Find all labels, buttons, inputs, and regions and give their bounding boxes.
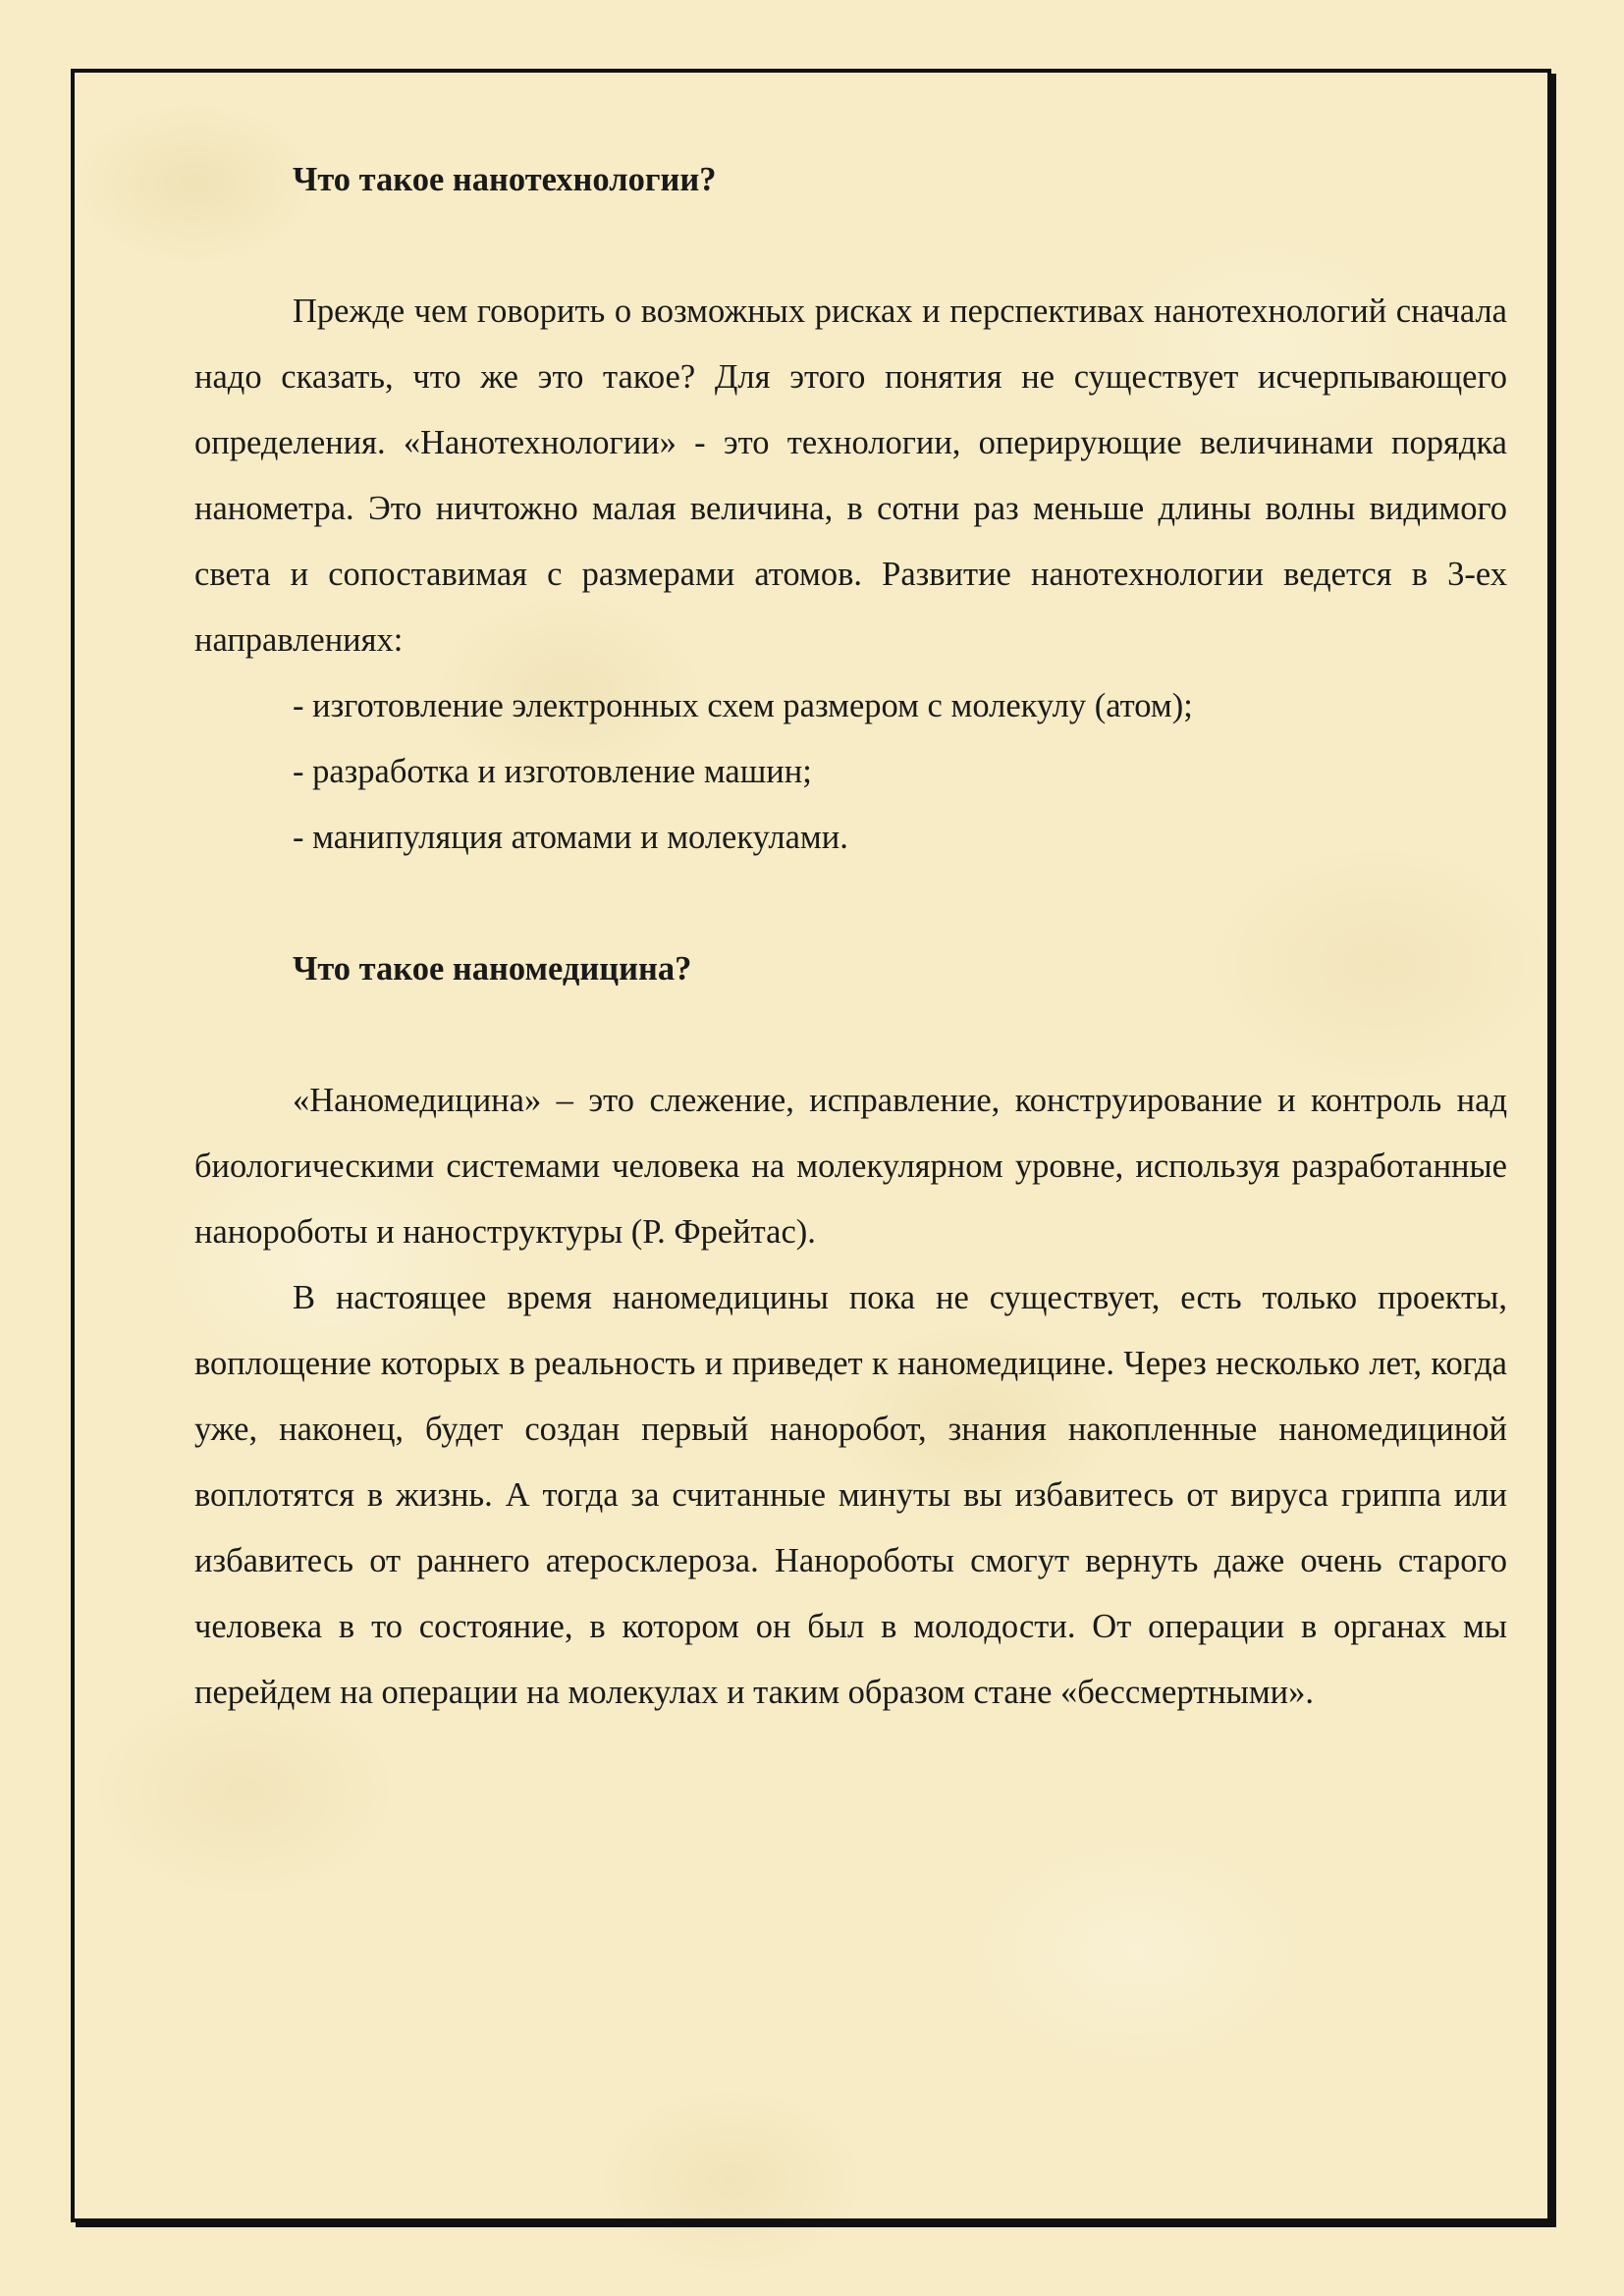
list-item-atom-manipulation: - манипуляция атомами и молекулами. [293, 819, 848, 856]
paragraph-nanotechnology-definition: Прежде чем говорить о возможных рисках и перспективах нанотехнологий сначала надо сказать, что же это такое? Для этого понятия не существует исчерпывающего определения. «Нанотехнологии» - это технологии, оперирующие величинами порядка нанометра. Это ничтожно малая величина, в сотни раз меньше длины волны видимого света и сопоставимая с размерами атомов. Развитие нанотехнологии ведется в 3-ех направлениях: [194, 293, 1507, 659]
section-heading-nanotechnology: Что такое нанотехнологии? [293, 161, 717, 198]
list-item-electronic-circuits: - изготовление электронных схем размером с молекулу (атом); [293, 687, 1193, 724]
section-heading-nanomedicine: Что такое наномедицина? [293, 950, 692, 988]
spacer [194, 213, 1507, 279]
document-body [194, 147, 1507, 1726]
spacer [194, 871, 1507, 936]
paragraph-nanomedicine-definition: «Наномедицина» – это слежение, исправление, конструирование и контроль над биологическими системами человека на молекулярном уровне, используя разработанные нанороботы и наноструктуры (Р. Фрейтас). [194, 1082, 1507, 1251]
spacer [194, 1002, 1507, 1068]
paragraph-nanomedicine-future: В настоящее время наномедицины пока не существует, есть только проекты, воплощение которых в реальность и приведет к наномедицине. Через несколько лет, когда уже, наконец, будет создан первый наноробот, знания накопленные наномедициной воплотятся в жизнь. А тогда за считанные минуты вы избавитесь от вируса гриппа или избавитесь от раннего атеросклероза. Нанороботы смогут вернуть даже очень старого человека в то состояние, в котором он был в молодости. От операции в органах мы перейдем на операции на молекулах и таким образом стане «бессмертными». [194, 1279, 1507, 1711]
list-item-machines: - разработка и изготовление машин; [293, 753, 812, 790]
